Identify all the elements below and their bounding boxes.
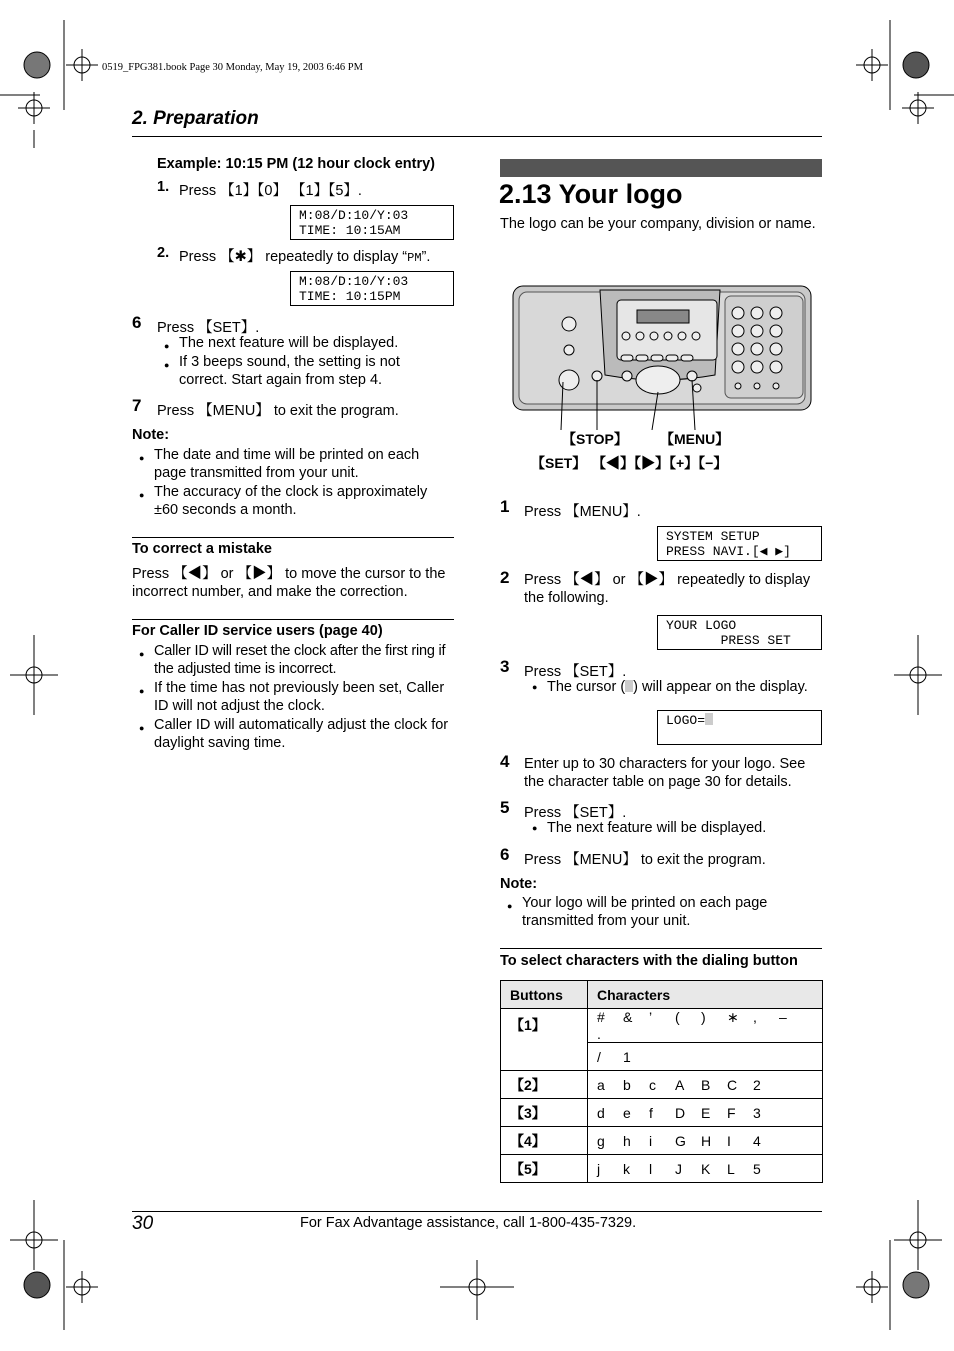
right-step-1-number: 1 — [500, 497, 510, 516]
character: a — [597, 1076, 605, 1093]
table-cell-characters — [588, 1099, 823, 1127]
table-row — [501, 1155, 823, 1183]
character: l — [649, 1160, 653, 1177]
star-icon: ✱ — [234, 249, 247, 265]
ex2-post: 】 repeatedly to display “ — [246, 249, 408, 265]
right-step-4-text: Enter up to 30 characters for your logo. See the character table on page 30 for details. — [524, 756, 806, 790]
character: j — [597, 1160, 601, 1177]
page-number: 30 — [132, 1213, 154, 1234]
label-set: 【SET】 — [531, 455, 587, 471]
character: C — [727, 1076, 738, 1093]
character: k — [623, 1160, 630, 1177]
character: ( — [675, 1009, 680, 1025]
right-step-5-bullet: ● The next feature will be displayed. — [547, 820, 766, 836]
character: D — [675, 1104, 686, 1121]
note-bullet-2: ● The accuracy of the clock is approximately ±60 seconds a month. — [154, 483, 454, 519]
table-cell-button: 【5】 — [501, 1155, 588, 1183]
table-header-row — [501, 981, 823, 1009]
character: F — [727, 1104, 736, 1121]
lcd-display-5 — [657, 710, 822, 745]
character: B — [701, 1076, 711, 1093]
label-navigation: 【◀】【▶】【+】【−】 — [592, 455, 728, 471]
ex1-number: 1. — [157, 179, 170, 195]
ex1-text: Press 【1】【0】 【1】【5】. — [179, 183, 362, 199]
lcd-display-1 — [290, 205, 454, 240]
step-6-bullet-2: ● If 3 beeps sound, the setting is not correct. Start again from step 4. — [179, 353, 439, 389]
table-cell-button: 【3】 — [501, 1099, 588, 1127]
character: g — [597, 1132, 605, 1149]
page-title: 2.13 Your logo — [499, 179, 683, 209]
right-step-6-number: 6 — [500, 845, 510, 864]
character: ∗ — [727, 1009, 739, 1025]
character: ) — [701, 1009, 706, 1025]
label-stop: 【STOP】 — [562, 431, 628, 447]
table-header: Buttons — [501, 981, 588, 1009]
correct-title: To correct a mistake — [132, 541, 272, 557]
divider — [132, 537, 454, 538]
character: e — [623, 1104, 631, 1121]
character: f — [649, 1104, 653, 1121]
callerid-bullet-1: ● Caller ID will reset the clock after the first ring if the adjusted time is incorrect. — [154, 642, 454, 678]
character: , — [753, 1009, 757, 1025]
right-note-title: Note: — [500, 876, 538, 892]
character: # — [597, 1009, 605, 1025]
character: G — [675, 1132, 686, 1149]
table-row — [501, 1071, 823, 1099]
file-info: 0519_FPG381.book Page 30 Monday, May 19, 2003 6:46 PM — [102, 62, 363, 73]
character: d — [597, 1104, 605, 1121]
character: A — [675, 1076, 685, 1093]
note-bullet-1: ● The date and time will be printed on each page transmitted from your unit. — [154, 446, 444, 482]
header-rule — [132, 136, 822, 137]
footer-rule — [132, 1211, 822, 1212]
character: 1 — [623, 1048, 631, 1065]
step-7-number: 7 — [132, 396, 142, 415]
right-step-2-number: 2 — [500, 568, 510, 587]
ex2-pre: Press 【 — [179, 249, 235, 265]
character: & — [623, 1009, 633, 1025]
lcd-line: TIME: 10:15AM — [299, 223, 401, 238]
character: / — [597, 1048, 601, 1065]
cursor-pre: The cursor ( — [547, 679, 626, 695]
right-step-1-text: Press 【MENU】. — [524, 504, 641, 520]
character: H — [701, 1132, 712, 1149]
lcd-line: YOUR LOGO — [666, 618, 737, 633]
section-title: 2. Preparation — [132, 108, 259, 129]
character: c — [649, 1076, 656, 1093]
right-step-2-text: Press 【◀】 or 【▶】 repeatedly to display the following. — [524, 572, 811, 606]
lcd-line: M:08/D:10/Y:03 — [299, 274, 409, 289]
lcd-line: SYSTEM SETUP — [666, 529, 760, 544]
character: J — [675, 1160, 682, 1177]
character: – — [779, 1009, 787, 1025]
right-step-4-number: 4 — [500, 752, 510, 771]
step-6-text: Press 【SET】. — [157, 320, 260, 336]
character: h — [623, 1132, 631, 1149]
table-cell-characters — [588, 1155, 823, 1183]
character: ’ — [649, 1009, 653, 1025]
lcd-line: PRESS NAVI.[◀ ▶] — [666, 544, 791, 559]
character: I — [727, 1132, 731, 1149]
intro-text: The logo can be your company, division or name. — [500, 216, 816, 232]
right-note-bullet: ● Your logo will be printed on each page transmitted from your unit. — [522, 894, 812, 930]
table-cell-characters — [588, 1127, 823, 1155]
table-row — [501, 1099, 823, 1127]
table-row — [501, 1127, 823, 1155]
character: 4 — [753, 1132, 761, 1149]
right-step-3-text: Press 【SET】. — [524, 664, 627, 680]
table-header: Characters — [588, 981, 823, 1009]
lcd-line: PRESS SET — [666, 633, 791, 648]
table-cell-characters — [588, 1009, 823, 1043]
table-cell-button: 【4】 — [501, 1127, 588, 1155]
ex2-text — [179, 245, 430, 266]
table-cell-button: 【1】 — [501, 1009, 588, 1071]
cursor-block-icon — [705, 713, 713, 725]
assistance-text: For Fax Advantage assistance, call 1-800-435-7329. — [300, 1215, 637, 1231]
note-title: Note: — [132, 427, 170, 443]
select-title: To select characters with the dialing button — [500, 953, 798, 969]
divider — [132, 619, 454, 620]
step-6-bullet-1: ● The next feature will be displayed. — [179, 334, 449, 352]
character: K — [701, 1160, 711, 1177]
character: i — [649, 1132, 653, 1149]
label-menu: 【MENU】 — [660, 431, 730, 447]
ex2-number: 2. — [157, 245, 170, 261]
lcd-line: M:08/D:10/Y:03 — [299, 208, 409, 223]
lcd-display-4 — [657, 615, 822, 650]
step-7-text: Press 【MENU】 to exit the program. — [157, 403, 399, 419]
example-title: Example: 10:15 PM (12 hour clock entry) — [157, 156, 436, 172]
character: L — [727, 1160, 735, 1177]
character: E — [701, 1104, 711, 1121]
lcd-display-2 — [290, 271, 454, 306]
right-step-3-number: 3 — [500, 657, 510, 676]
callerid-title: For Caller ID service users (page 40) — [132, 623, 383, 639]
ex2-end: ”. — [421, 249, 431, 265]
table-cell-characters — [588, 1071, 823, 1099]
lcd-line: LOGO= — [666, 713, 706, 728]
character: 2 — [753, 1076, 761, 1093]
character-table — [500, 980, 823, 1183]
lcd-line: TIME: 10:15PM — [299, 289, 401, 304]
fax-machine-illustration — [505, 280, 815, 430]
title-bar — [500, 159, 822, 177]
cursor-block-icon — [625, 680, 633, 692]
lcd-display-3 — [657, 526, 822, 561]
right-step-3-bullet — [547, 679, 808, 695]
step-6-number: 6 — [132, 313, 142, 332]
character: . — [597, 1026, 601, 1042]
table-row — [501, 1009, 823, 1043]
correct-text: Press 【◀】 or 【▶】 to move the cursor to the incorrect number, and make the correction. — [132, 566, 446, 600]
ex2-pm: PM — [407, 251, 422, 265]
right-step-5-number: 5 — [500, 798, 510, 817]
cursor-post: ) will appear on the display. — [633, 679, 808, 695]
table-cell-button: 【2】 — [501, 1071, 588, 1099]
character: b — [623, 1076, 631, 1093]
character: 5 — [753, 1160, 761, 1177]
character: 3 — [753, 1104, 761, 1121]
table-cell-characters — [588, 1043, 823, 1071]
callerid-bullet-2: ● If the time has not previously been set, Caller ID will not adjust the clock. — [154, 679, 454, 715]
right-step-6-text: Press 【MENU】 to exit the program. — [524, 852, 766, 868]
callerid-bullet-3: ● Caller ID will automatically adjust the clock for daylight saving time. — [154, 716, 449, 752]
divider — [500, 948, 822, 949]
right-step-5-text: Press 【SET】. — [524, 805, 627, 821]
